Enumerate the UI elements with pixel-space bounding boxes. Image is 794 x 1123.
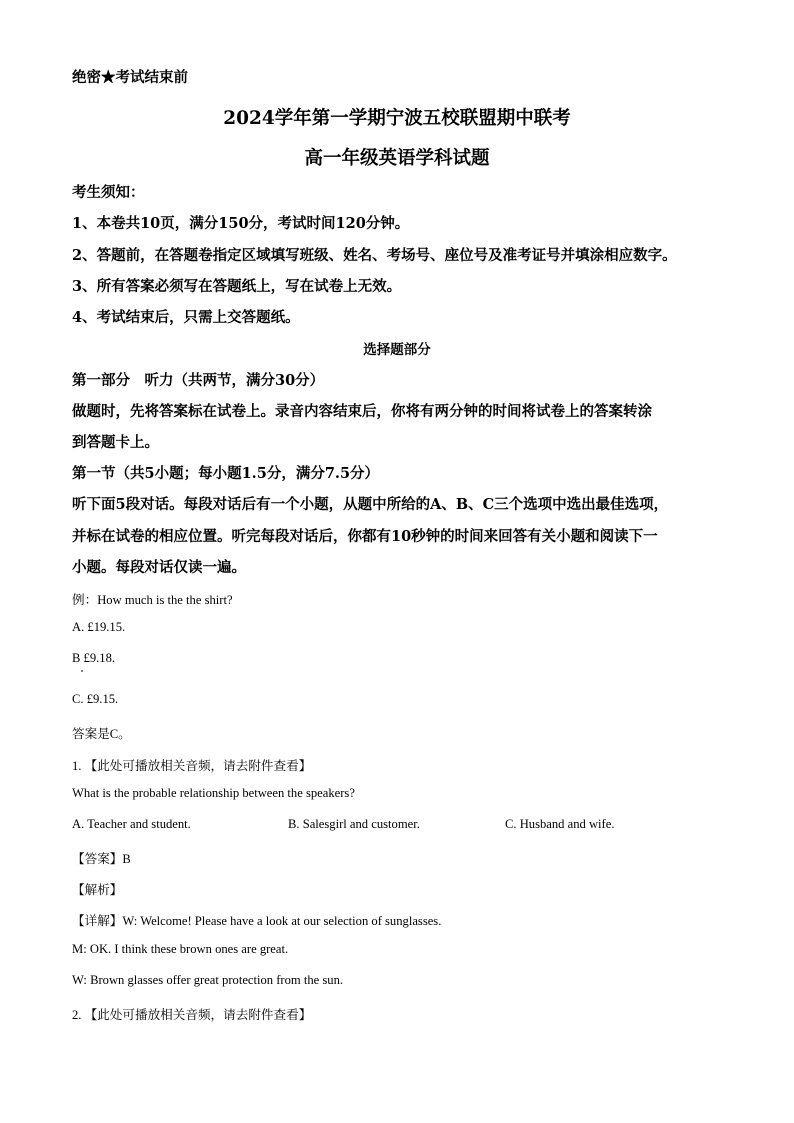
- example-option-c: C. £9.15.: [72, 692, 119, 706]
- q1-option-b: B. Salesgirl and customer.: [288, 817, 420, 831]
- part1-instruction-1: 做题时，先将答案标在试卷上。录音内容结束后，你将有两分钟的时间将试卷上的答案转涂: [72, 403, 652, 420]
- q1-line-w: W: Brown glasses offer great protection from the sun.: [72, 973, 344, 987]
- section1-heading: 第一节（共5小题；每小题1.5分，满分7.5分）: [72, 465, 380, 482]
- q1-option-a: A. Teacher and student.: [72, 817, 191, 831]
- secret-label: 绝密★考试结束前: [72, 69, 188, 86]
- example-answer: 答案是C。: [72, 727, 131, 741]
- part1-instruction-2: 到答题卡上。: [72, 434, 159, 451]
- q1-line-m: M: OK. I think these brown ones are great.: [72, 942, 289, 956]
- example-question: 例：How much is the the shirt?: [72, 593, 233, 607]
- section1-instruction-1: 听下面5段对话。每段对话后有一个小题，从题中所给的A、B、C三个选项中选出最佳选项，: [72, 496, 669, 513]
- q1-option-c: C. Husband and wife.: [505, 817, 615, 831]
- q2-audio-prompt: 2. 【此处可播放相关音频，请去附件查看】: [72, 1008, 312, 1022]
- q1-answer: 【答案】B: [72, 852, 131, 866]
- notice-item-2: 2、答题前，在答题卷指定区域填写班级、姓名、考场号、座位号及准考证号并填涂相应数字。: [72, 247, 677, 264]
- example-option-a: A. £19.15.: [72, 620, 126, 634]
- notice-item-4: 4、考试结束后，只需上交答题纸。: [72, 309, 300, 326]
- section1-instruction-3: 小题。每段对话仅读一遍。: [72, 559, 246, 576]
- notice-item-3: 3、所有答案必须写在答题纸上，写在试卷上无效。: [72, 278, 402, 295]
- section-heading: 选择题部分: [363, 342, 431, 358]
- q1-analysis-label: 【解析】: [72, 883, 123, 897]
- q1-question: What is the probable relationship between the speakers?: [72, 786, 355, 800]
- q1-detail: 【详解】W: Welcome! Please have a look at our selection of sunglasses.: [72, 914, 442, 928]
- notice-heading: 考生须知：: [72, 184, 145, 201]
- q1-audio-prompt: 1. 【此处可播放相关音频，请去附件查看】: [72, 759, 312, 773]
- example-option-b: B £9.18.: [72, 651, 116, 665]
- section1-instruction-2: 并标在试卷的相应位置。听完每段对话后，你都有10秒钟的时间来回答有关小题和阅读下一: [72, 528, 658, 545]
- exam-title: 2024学年第一学期宁波五校联盟期中联考: [223, 108, 571, 129]
- exam-subtitle: 高一年级英语学科试题: [304, 148, 490, 169]
- part1-heading: 第一部分 听力（共两节，满分30分）: [72, 372, 325, 389]
- stray-dot: [81, 670, 83, 672]
- notice-item-1: 1、本卷共10页，满分150分，考试时间120分钟。: [72, 215, 410, 232]
